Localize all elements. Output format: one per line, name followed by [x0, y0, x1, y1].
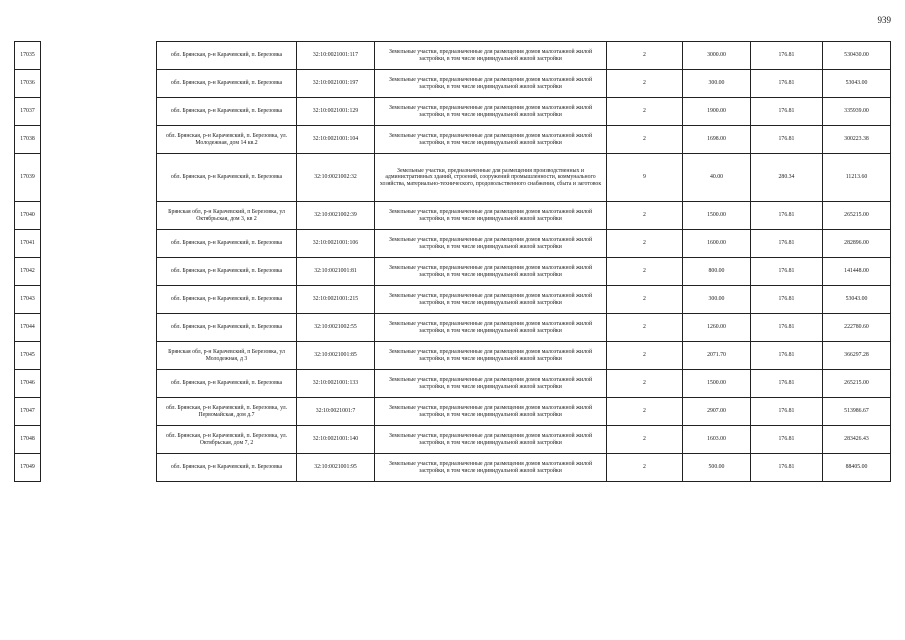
- row-number-cell: 17038: [15, 126, 41, 154]
- area-cell: 1500.00: [683, 202, 751, 230]
- area-cell: 800.00: [683, 258, 751, 286]
- area-cell: 1603.00: [683, 426, 751, 454]
- cadastral-value-cell: 265215.00: [823, 370, 891, 398]
- specific-value-cell: 176.81: [751, 314, 823, 342]
- cadastral-value-cell: 88405.00: [823, 454, 891, 482]
- address-cell: обл. Брянская, р-н Карачевский, п. Березовка: [157, 98, 297, 126]
- table-row: [15, 154, 891, 202]
- area-cell: 300.00: [683, 286, 751, 314]
- address-cell: обл. Брянская, р-н Карачевский, п. Березовка, ул. Молодежная, дом 14 кв.2: [157, 126, 297, 154]
- spacer-cell: [41, 70, 157, 98]
- category-code-cell: 2: [607, 258, 683, 286]
- spacer-cell: [41, 126, 157, 154]
- specific-value-cell: 176.81: [751, 370, 823, 398]
- address-cell: обл. Брянская, р-н Карачевский, п. Березовка, ул. Октябрьская, дом 7, 2: [157, 426, 297, 454]
- cadastral-value-cell: 530430.00: [823, 42, 891, 70]
- table-row: [15, 398, 891, 426]
- cadastral-value-table: [14, 41, 891, 482]
- land-use-cell: Земельные участки, предназначенные для размещения домов малоэтажной жилой застройки, в том числе индивидуальной жилой застройки: [375, 314, 607, 342]
- address-cell: обл. Брянская, р-н Карачевский, п. Березовка: [157, 370, 297, 398]
- specific-value-cell: 176.81: [751, 230, 823, 258]
- cadastral-number-cell: 32:10:0021001:133: [297, 370, 375, 398]
- cadastral-number-cell: 32:10:0021001:140: [297, 426, 375, 454]
- specific-value-cell: 176.81: [751, 70, 823, 98]
- area-cell: 40.00: [683, 154, 751, 202]
- area-cell: 2071.70: [683, 342, 751, 370]
- spacer-cell: [41, 286, 157, 314]
- spacer-cell: [41, 314, 157, 342]
- category-code-cell: 2: [607, 398, 683, 426]
- cadastral-value-cell: 53043.00: [823, 286, 891, 314]
- specific-value-cell: 176.81: [751, 454, 823, 482]
- land-use-cell: Земельные участки, предназначенные для размещения домов малоэтажной жилой застройки, в том числе индивидуальной жилой застройки: [375, 126, 607, 154]
- specific-value-cell: 176.81: [751, 426, 823, 454]
- spacer-cell: [41, 42, 157, 70]
- cadastral-value-cell: 366297.28: [823, 342, 891, 370]
- address-cell: обл. Брянская, р-н Карачевский, п. Березовка: [157, 314, 297, 342]
- address-cell: Брянская обл, р-н Карачевский, п Березовка, ул Молодежная, д 3: [157, 342, 297, 370]
- specific-value-cell: 176.81: [751, 342, 823, 370]
- land-use-cell: Земельные участки, предназначенные для размещения домов малоэтажной жилой застройки, в том числе индивидуальной жилой застройки: [375, 370, 607, 398]
- category-code-cell: 2: [607, 286, 683, 314]
- spacer-cell: [41, 98, 157, 126]
- category-code-cell: 9: [607, 154, 683, 202]
- cadastral-value-cell: 300223.38: [823, 126, 891, 154]
- spacer-cell: [41, 454, 157, 482]
- row-number-cell: 17048: [15, 426, 41, 454]
- table-row: [15, 286, 891, 314]
- spacer-cell: [41, 230, 157, 258]
- land-use-cell: Земельные участки, предназначенные для размещения домов малоэтажной жилой застройки, в том числе индивидуальной жилой застройки: [375, 342, 607, 370]
- cadastral-value-cell: 282896.00: [823, 230, 891, 258]
- row-number-cell: 17040: [15, 202, 41, 230]
- table-row: [15, 454, 891, 482]
- category-code-cell: 2: [607, 314, 683, 342]
- address-cell: обл. Брянская, р-н Карачевский, п. Березовка: [157, 230, 297, 258]
- table-row: [15, 426, 891, 454]
- row-number-cell: 17035: [15, 42, 41, 70]
- land-use-cell: Земельные участки, предназначенные для размещения производственных и административных зданий, строений, сооружений промышленности, коммунального хозяйства, материально-технического, продовольственного снабжения, сбыта и заготовок: [375, 154, 607, 202]
- land-use-cell: Земельные участки, предназначенные для размещения домов малоэтажной жилой застройки, в том числе индивидуальной жилой застройки: [375, 42, 607, 70]
- table-row: [15, 98, 891, 126]
- row-number-cell: 17037: [15, 98, 41, 126]
- category-code-cell: 2: [607, 230, 683, 258]
- spacer-cell: [41, 426, 157, 454]
- land-use-cell: Земельные участки, предназначенные для размещения домов малоэтажной жилой застройки, в том числе индивидуальной жилой застройки: [375, 230, 607, 258]
- address-cell: обл. Брянская, р-н Карачевский, п. Березовка: [157, 286, 297, 314]
- cadastral-number-cell: 32:10:0021001:197: [297, 70, 375, 98]
- specific-value-cell: 176.81: [751, 258, 823, 286]
- row-number-cell: 17039: [15, 154, 41, 202]
- area-cell: 1900.00: [683, 98, 751, 126]
- cadastral-number-cell: 32:10:0021001:85: [297, 342, 375, 370]
- cadastral-number-cell: 32:10:0021001:104: [297, 126, 375, 154]
- row-number-cell: 17046: [15, 370, 41, 398]
- category-code-cell: 2: [607, 98, 683, 126]
- table-body: [15, 42, 891, 482]
- cadastral-number-cell: 32:10:0021001:7: [297, 398, 375, 426]
- table-row: [15, 70, 891, 98]
- area-cell: 300.00: [683, 70, 751, 98]
- category-code-cell: 2: [607, 202, 683, 230]
- cadastral-number-cell: 32:10:0021001:215: [297, 286, 375, 314]
- address-cell: обл. Брянская, р-н Карачевский, п. Березовка: [157, 454, 297, 482]
- cadastral-number-cell: 32:10:0021001:129: [297, 98, 375, 126]
- spacer-cell: [41, 258, 157, 286]
- table-row: [15, 342, 891, 370]
- land-use-cell: Земельные участки, предназначенные для размещения домов малоэтажной жилой застройки, в том числе индивидуальной жилой застройки: [375, 98, 607, 126]
- spacer-cell: [41, 370, 157, 398]
- cadastral-value-cell: 335939.00: [823, 98, 891, 126]
- page-number: 939: [877, 15, 891, 25]
- specific-value-cell: 176.81: [751, 42, 823, 70]
- spacer-cell: [41, 342, 157, 370]
- land-use-cell: Земельные участки, предназначенные для размещения домов малоэтажной жилой застройки, в том числе индивидуальной жилой застройки: [375, 398, 607, 426]
- specific-value-cell: 176.81: [751, 202, 823, 230]
- address-cell: обл. Брянская, р-н Карачевский, п. Березовка, ул. Первомайская, дом д.7: [157, 398, 297, 426]
- area-cell: 1260.00: [683, 314, 751, 342]
- land-use-cell: Земельные участки, предназначенные для размещения домов малоэтажной жилой застройки, в том числе индивидуальной жилой застройки: [375, 202, 607, 230]
- land-use-cell: Земельные участки, предназначенные для размещения домов малоэтажной жилой застройки, в том числе индивидуальной жилой застройки: [375, 454, 607, 482]
- address-cell: Брянская обл, р-н Карачевский, п Березовка, ул Октябрьская, дом 3, кв 2: [157, 202, 297, 230]
- specific-value-cell: 176.81: [751, 98, 823, 126]
- table-row: [15, 126, 891, 154]
- category-code-cell: 2: [607, 42, 683, 70]
- cadastral-value-cell: 11213.60: [823, 154, 891, 202]
- cadastral-value-cell: 53043.00: [823, 70, 891, 98]
- table-row: [15, 202, 891, 230]
- cadastral-value-cell: 265215.00: [823, 202, 891, 230]
- cadastral-value-cell: 222780.60: [823, 314, 891, 342]
- row-number-cell: 17036: [15, 70, 41, 98]
- row-number-cell: 17042: [15, 258, 41, 286]
- specific-value-cell: 176.81: [751, 286, 823, 314]
- category-code-cell: 2: [607, 342, 683, 370]
- row-number-cell: 17049: [15, 454, 41, 482]
- address-cell: обл. Брянская, р-н Карачевский, п. Березовка: [157, 258, 297, 286]
- cadastral-number-cell: 32:10:0021002:39: [297, 202, 375, 230]
- category-code-cell: 2: [607, 126, 683, 154]
- category-code-cell: 2: [607, 70, 683, 98]
- cadastral-value-cell: 141448.00: [823, 258, 891, 286]
- cadastral-value-cell: 283426.43: [823, 426, 891, 454]
- area-cell: 2907.00: [683, 398, 751, 426]
- row-number-cell: 17043: [15, 286, 41, 314]
- cadastral-value-cell: 513986.67: [823, 398, 891, 426]
- category-code-cell: 2: [607, 426, 683, 454]
- area-cell: 1698.00: [683, 126, 751, 154]
- table-row: [15, 258, 891, 286]
- table-row: [15, 370, 891, 398]
- area-cell: 500.00: [683, 454, 751, 482]
- address-cell: обл. Брянская, р-н Карачевский, п. Березовка: [157, 154, 297, 202]
- category-code-cell: 2: [607, 370, 683, 398]
- cadastral-number-cell: 32:10:0021002:55: [297, 314, 375, 342]
- row-number-cell: 17047: [15, 398, 41, 426]
- table-row: [15, 42, 891, 70]
- spacer-cell: [41, 202, 157, 230]
- specific-value-cell: 176.81: [751, 398, 823, 426]
- area-cell: 3000.00: [683, 42, 751, 70]
- spacer-cell: [41, 154, 157, 202]
- area-cell: 1500.00: [683, 370, 751, 398]
- specific-value-cell: 176.81: [751, 126, 823, 154]
- table-row: [15, 314, 891, 342]
- category-code-cell: 2: [607, 454, 683, 482]
- area-cell: 1600.00: [683, 230, 751, 258]
- cadastral-number-cell: 32:10:0021002:32: [297, 154, 375, 202]
- land-use-cell: Земельные участки, предназначенные для размещения домов малоэтажной жилой застройки, в том числе индивидуальной жилой застройки: [375, 258, 607, 286]
- cadastral-number-cell: 32:10:0021001:81: [297, 258, 375, 286]
- land-use-cell: Земельные участки, предназначенные для размещения домов малоэтажной жилой застройки, в том числе индивидуальной жилой застройки: [375, 426, 607, 454]
- spacer-cell: [41, 398, 157, 426]
- address-cell: обл. Брянская, р-н Карачевский, п. Березовка: [157, 70, 297, 98]
- table-row: [15, 230, 891, 258]
- address-cell: обл. Брянская, р-н Карачевский, п. Березовка: [157, 42, 297, 70]
- specific-value-cell: 280.34: [751, 154, 823, 202]
- row-number-cell: 17045: [15, 342, 41, 370]
- row-number-cell: 17041: [15, 230, 41, 258]
- cadastral-number-cell: 32:10:0021001:95: [297, 454, 375, 482]
- land-use-cell: Земельные участки, предназначенные для размещения домов малоэтажной жилой застройки, в том числе индивидуальной жилой застройки: [375, 286, 607, 314]
- land-use-cell: Земельные участки, предназначенные для размещения домов малоэтажной жилой застройки, в том числе индивидуальной жилой застройки: [375, 70, 607, 98]
- cadastral-number-cell: 32:10:0021001:106: [297, 230, 375, 258]
- row-number-cell: 17044: [15, 314, 41, 342]
- cadastral-number-cell: 32:10:0021001:117: [297, 42, 375, 70]
